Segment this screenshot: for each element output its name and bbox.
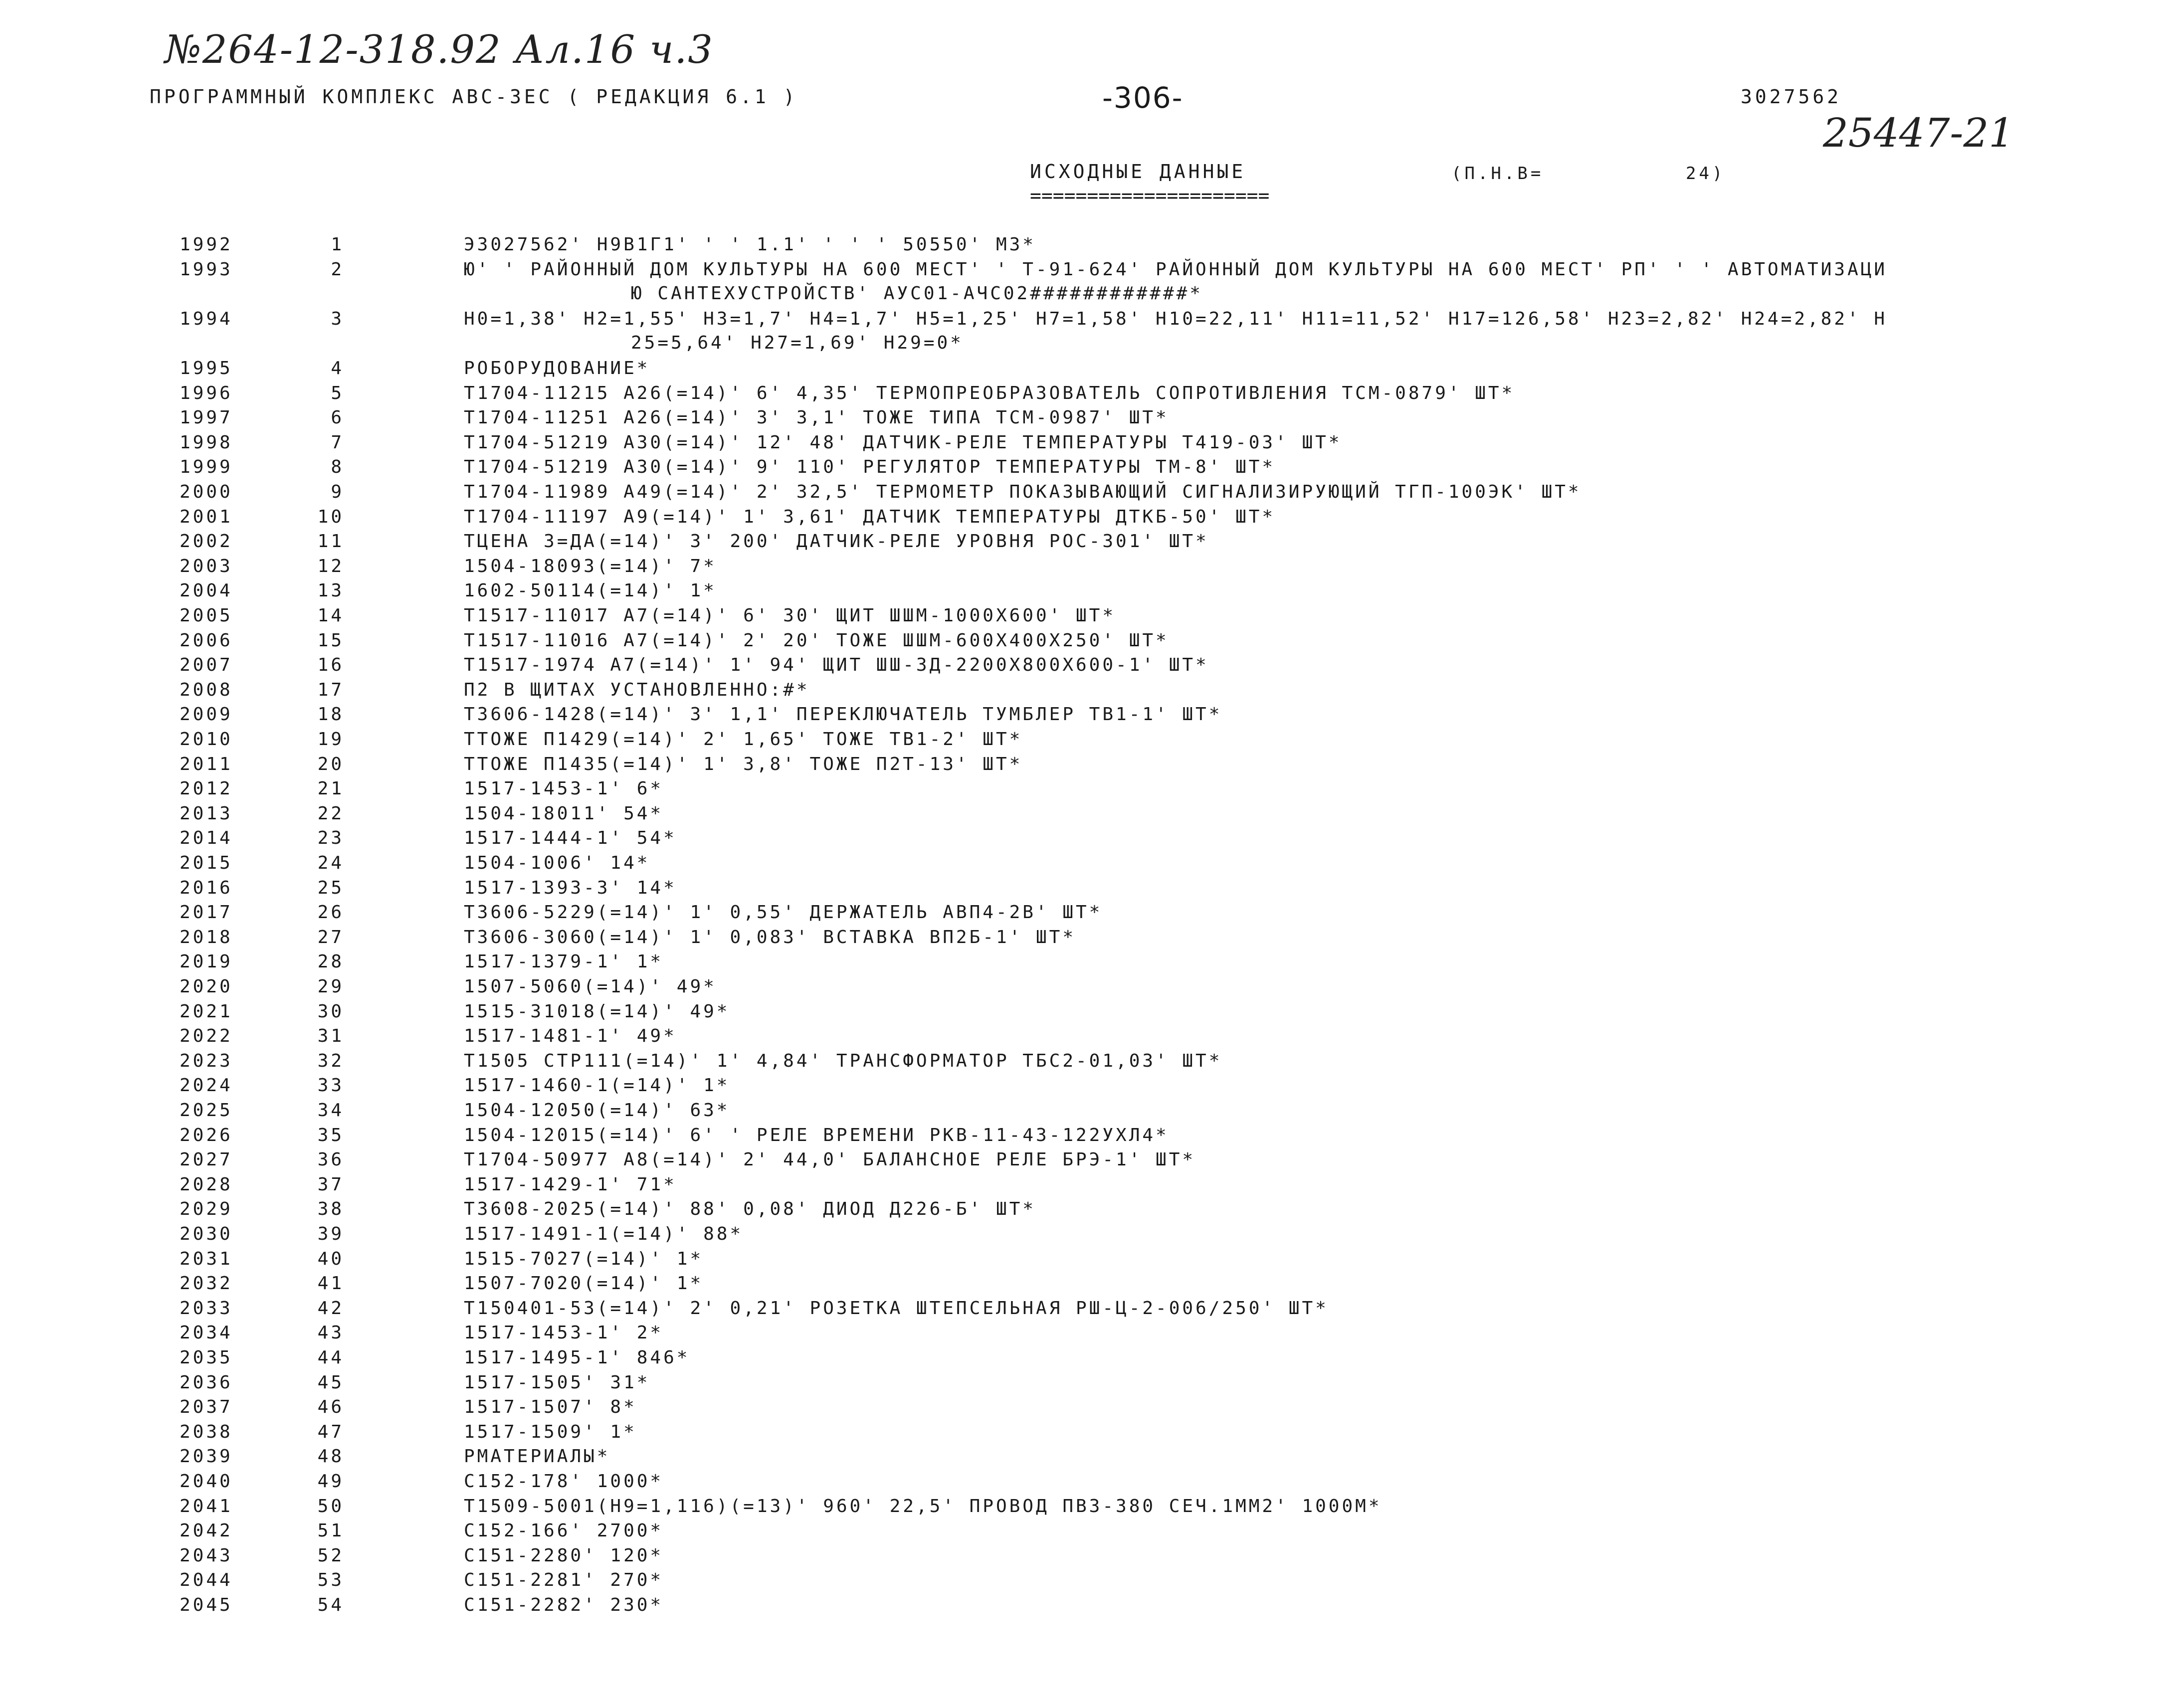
- line-number: 2035: [180, 1347, 233, 1368]
- page-title: ИСХОДНЫЕ ДАННЫЕ: [1030, 161, 1246, 183]
- line-number: 2023: [180, 1050, 233, 1071]
- record-number: 13: [317, 580, 344, 601]
- record-number: 14: [317, 605, 344, 626]
- document-code: 3027562: [1741, 86, 1842, 108]
- record-number: 11: [317, 531, 344, 552]
- handwritten-document-number: №264-12-318.92 Ал.16 ч.3: [165, 27, 714, 72]
- record-number: 29: [317, 976, 344, 997]
- record-text: 1517-1444-1' 54*: [464, 828, 677, 849]
- record-number: 34: [317, 1100, 344, 1121]
- line-number: 2029: [180, 1199, 233, 1220]
- line-number: 2031: [180, 1248, 233, 1269]
- line-number: 2014: [180, 828, 233, 849]
- line-number: 1995: [180, 358, 233, 379]
- record-number: 54: [317, 1595, 344, 1615]
- line-number: 2037: [180, 1397, 233, 1418]
- record-number: 18: [317, 704, 344, 725]
- record-text: Э3027562' Н9В1Г1' ' ' 1.1' ' ' ' 50550' МЗ*: [464, 234, 1036, 255]
- record-number: 3: [331, 308, 344, 329]
- record-text: 1517-1460-1(=14)' 1*: [464, 1075, 730, 1096]
- record-number: 46: [317, 1397, 344, 1418]
- record-text: Т1517-11017 А7(=14)' 6' 30' ЩИТ ШШМ-1000Х600' ШТ*: [464, 605, 1116, 626]
- line-number: 2042: [180, 1520, 233, 1541]
- title-underline: =====================: [1030, 185, 1270, 206]
- pnv-value: 24): [1686, 164, 1726, 184]
- record-number: 20: [317, 754, 344, 774]
- record-text: ТТОЖЕ П1435(=14)' 1' 3,8' ТОЖЕ П2Т-13' ШТ*: [464, 754, 1023, 774]
- record-text: 1515-31018(=14)' 49*: [464, 1001, 730, 1022]
- record-number: 43: [317, 1323, 344, 1343]
- record-number: 19: [317, 729, 344, 750]
- line-number: 1992: [180, 234, 233, 255]
- line-number: 1997: [180, 407, 233, 428]
- record-text: 1517-1509' 1*: [464, 1421, 637, 1442]
- record-text: 1504-1006' 14*: [464, 853, 650, 873]
- line-number: 2006: [180, 630, 233, 651]
- record-text: С151-2281' 270*: [464, 1570, 664, 1591]
- record-text: С151-2282' 230*: [464, 1595, 664, 1615]
- record-number: 45: [317, 1372, 344, 1393]
- line-number: 2024: [180, 1075, 233, 1096]
- line-number: 2010: [180, 729, 233, 750]
- record-number: 51: [317, 1520, 344, 1541]
- record-text: 1504-18011' 54*: [464, 803, 664, 824]
- record-number: 15: [317, 630, 344, 651]
- record-number: 40: [317, 1248, 344, 1269]
- record-number: 41: [317, 1273, 344, 1294]
- record-text: Т1505 СТР111(=14)' 1' 4,84' ТРАНСФОРМАТОР ТБС2-01,03' ШТ*: [464, 1050, 1222, 1071]
- line-number: 2016: [180, 877, 233, 898]
- line-number: 1994: [180, 308, 233, 329]
- record-text: 1517-1379-1' 1*: [464, 951, 664, 972]
- line-number: 2017: [180, 902, 233, 923]
- record-number: 44: [317, 1347, 344, 1368]
- line-number: 2038: [180, 1421, 233, 1442]
- line-number: 2007: [180, 655, 233, 676]
- record-text: Т1509-5001(Н9=1,116)(=13)' 960' 22,5' ПРОВОД ПВЗ-380 СЕЧ.1ММ2' 1000М*: [464, 1496, 1382, 1517]
- record-number: 2: [331, 259, 344, 280]
- record-number: 22: [317, 803, 344, 824]
- record-text: РМАТЕРИАЛЫ*: [464, 1446, 610, 1467]
- line-number: 2020: [180, 976, 233, 997]
- record-number: 23: [317, 828, 344, 849]
- record-text: Т1704-11215 А26(=14)' 6' 4,35' ТЕРМОПРЕОБРАЗОВАТЕЛЬ СОПРОТИВЛЕНИЯ ТСМ-0879' ШТ*: [464, 382, 1515, 403]
- pnv-label: (П.Н.В=: [1451, 164, 1544, 184]
- record-number: 9: [331, 482, 344, 502]
- line-number: 2044: [180, 1570, 233, 1591]
- record-text: Т1517-1974 А7(=14)' 1' 94' ЩИТ ШШ-3Д-2200Х800Х600-1' ШТ*: [464, 655, 1209, 676]
- record-text: Т3606-1428(=14)' 3' 1,1' ПЕРЕКЛЮЧАТЕЛЬ ТУМБЛЕР ТВ1-1' ШТ*: [464, 704, 1222, 725]
- line-number: 2001: [180, 506, 233, 527]
- record-text: 1517-1453-1' 6*: [464, 778, 664, 799]
- record-text: П2 В ЩИТАХ УСТАНОВЛЕННО:#*: [464, 679, 810, 700]
- record-text: 1517-1481-1' 49*: [464, 1026, 677, 1047]
- record-number: 24: [317, 853, 344, 873]
- record-text: 1515-7027(=14)' 1*: [464, 1248, 704, 1269]
- record-number: 17: [317, 679, 344, 700]
- record-number: 38: [317, 1199, 344, 1220]
- line-number: 2019: [180, 951, 233, 972]
- record-text: 1504-12050(=14)' 63*: [464, 1100, 730, 1121]
- line-number: 1999: [180, 457, 233, 478]
- record-text: 1517-1505' 31*: [464, 1372, 650, 1393]
- page-number: -306-: [1102, 81, 1184, 115]
- record-text: Т3606-5229(=14)' 1' 0,55' ДЕРЖАТЕЛЬ АВП4-2В' ШТ*: [464, 902, 1103, 923]
- record-number: 6: [331, 407, 344, 428]
- program-header: ПРОГРАММНЫЙ КОМПЛЕКС АВС-ЗЕС ( РЕДАКЦИЯ 6.1 ): [150, 86, 798, 108]
- record-number: 5: [331, 382, 344, 403]
- record-number: 8: [331, 457, 344, 478]
- record-number: 36: [317, 1149, 344, 1170]
- record-text: Т1517-11016 А7(=14)' 2' 20' ТОЖЕ ШШМ-600Х400Х250' ШТ*: [464, 630, 1169, 651]
- record-text: Т1704-11197 А9(=14)' 1' 3,61' ДАТЧИК ТЕМПЕРАТУРЫ ДТКБ-50' ШТ*: [464, 506, 1276, 527]
- line-number: 2008: [180, 679, 233, 700]
- line-number: 2022: [180, 1026, 233, 1047]
- record-number: 53: [317, 1570, 344, 1591]
- record-text: 1517-1393-3' 14*: [464, 877, 677, 898]
- record-number: 31: [317, 1026, 344, 1047]
- line-number: 2030: [180, 1224, 233, 1244]
- record-number: 12: [317, 556, 344, 576]
- record-text: С152-166' 2700*: [464, 1520, 664, 1541]
- record-number: 30: [317, 1001, 344, 1022]
- record-number: 10: [317, 506, 344, 527]
- record-text: Н0=1,38' Н2=1,55' Н3=1,7' Н4=1,7' Н5=1,25' Н7=1,58' Н10=22,11' Н11=11,52' Н17=126,58' Н23=2,82' Н24=2,82' Н: [464, 308, 1888, 329]
- record-number: 25: [317, 877, 344, 898]
- record-number: 37: [317, 1174, 344, 1195]
- record-text-continuation: 25=5,64' Н27=1,69' Н29=0*: [631, 332, 964, 353]
- line-number: 2011: [180, 754, 233, 774]
- line-number: 2027: [180, 1149, 233, 1170]
- record-text: ТТОЖЕ П1429(=14)' 2' 1,65' ТОЖЕ ТВ1-2' ШТ*: [464, 729, 1023, 750]
- record-number: 48: [317, 1446, 344, 1467]
- record-number: 50: [317, 1496, 344, 1517]
- line-number: 2025: [180, 1100, 233, 1121]
- record-text: Т150401-53(=14)' 2' 0,21' РОЗЕТКА ШТЕПСЕЛЬНАЯ РШ-Ц-2-006/250' ШТ*: [464, 1298, 1329, 1319]
- record-number: 33: [317, 1075, 344, 1096]
- line-number: 2032: [180, 1273, 233, 1294]
- record-text: 1504-12015(=14)' 6' ' РЕЛЕ ВРЕМЕНИ РКВ-11-43-122УХЛ4*: [464, 1125, 1169, 1145]
- record-number: 49: [317, 1471, 344, 1492]
- line-number: 2045: [180, 1595, 233, 1615]
- record-number: 4: [331, 358, 344, 379]
- record-text: Т3606-3060(=14)' 1' 0,083' ВСТАВКА ВП2Б-1' ШТ*: [464, 927, 1076, 948]
- line-number: 1993: [180, 259, 233, 280]
- record-text: 1517-1507' 8*: [464, 1397, 637, 1418]
- record-text: Ю' ' РАЙОННЫЙ ДОМ КУЛЬТУРЫ НА 600 МЕСТ' ' Т-91-624' РАЙОННЫЙ ДОМ КУЛЬТУРЫ НА 600 МЕСТ' РП' ' ' АВТОМАТИЗАЦИ: [464, 259, 1888, 280]
- line-number: 2000: [180, 482, 233, 502]
- record-text: РОБОРУДОВАНИЕ*: [464, 358, 650, 379]
- line-number: 1998: [180, 432, 233, 453]
- line-number: 2040: [180, 1471, 233, 1492]
- record-text: 1517-1429-1' 71*: [464, 1174, 677, 1195]
- record-number: 52: [317, 1545, 344, 1566]
- record-text: Т1704-51219 А30(=14)' 9' 110' РЕГУЛЯТОР ТЕМПЕРАТУРЫ ТМ-8' ШТ*: [464, 457, 1276, 478]
- record-text: Т1704-11989 А49(=14)' 2' 32,5' ТЕРМОМЕТР ПОКАЗЫВАЮЩИЙ СИГНАЛИЗИРУЮЩИЙ ТГП-100ЭК' ШТ*: [464, 482, 1582, 502]
- record-text: 1507-7020(=14)' 1*: [464, 1273, 704, 1294]
- record-number: 1: [331, 234, 344, 255]
- line-number: 2043: [180, 1545, 233, 1566]
- line-number: 2033: [180, 1298, 233, 1319]
- record-text: Т1704-51219 А30(=14)' 12' 48' ДАТЧИК-РЕЛЕ ТЕМПЕРАТУРЫ Т419-03' ШТ*: [464, 432, 1342, 453]
- line-number: 2018: [180, 927, 233, 948]
- line-number: 2039: [180, 1446, 233, 1467]
- record-text: 1507-5060(=14)' 49*: [464, 976, 717, 997]
- line-number: 1996: [180, 382, 233, 403]
- line-number: 2028: [180, 1174, 233, 1195]
- record-number: 16: [317, 655, 344, 676]
- line-number: 2005: [180, 605, 233, 626]
- record-text: 1602-50114(=14)' 1*: [464, 580, 717, 601]
- line-number: 2034: [180, 1323, 233, 1343]
- line-number: 2009: [180, 704, 233, 725]
- record-text: Т1704-11251 А26(=14)' 3' 3,1' ТОЖЕ ТИПА ТСМ-0987' ШТ*: [464, 407, 1169, 428]
- record-text-continuation: Ю САНТЕХУСТРОЙСТВ' АУС01-АЧС02############*: [631, 283, 1203, 304]
- line-number: 2002: [180, 531, 233, 552]
- record-text: С151-2280' 120*: [464, 1545, 664, 1566]
- line-number: 2004: [180, 580, 233, 601]
- record-number: 7: [331, 432, 344, 453]
- record-text: 1517-1491-1(=14)' 88*: [464, 1224, 744, 1244]
- record-number: 42: [317, 1298, 344, 1319]
- record-number: 32: [317, 1050, 344, 1071]
- line-number: 2041: [180, 1496, 233, 1517]
- record-text: ТЦЕНА 3=ДА(=14)' 3' 200' ДАТЧИК-РЕЛЕ УРОВНЯ РОС-301' ШТ*: [464, 531, 1209, 552]
- line-number: 2003: [180, 556, 233, 576]
- record-text: Т3608-2025(=14)' 88' 0,08' ДИОД Д226-Б' ШТ*: [464, 1199, 1036, 1220]
- record-text: 1517-1495-1' 846*: [464, 1347, 690, 1368]
- line-number: 2036: [180, 1372, 233, 1393]
- record-number: 47: [317, 1421, 344, 1442]
- line-number: 2015: [180, 853, 233, 873]
- record-number: 27: [317, 927, 344, 948]
- line-number: 2013: [180, 803, 233, 824]
- record-text: 1517-1453-1' 2*: [464, 1323, 664, 1343]
- line-number: 2012: [180, 778, 233, 799]
- record-text: С152-178' 1000*: [464, 1471, 664, 1492]
- record-number: 39: [317, 1224, 344, 1244]
- record-number: 28: [317, 951, 344, 972]
- record-text: 1504-18093(=14)' 7*: [464, 556, 717, 576]
- record-number: 21: [317, 778, 344, 799]
- line-number: 2021: [180, 1001, 233, 1022]
- handwritten-register-number: 25447-21: [1823, 110, 2014, 156]
- record-text: Т1704-50977 А8(=14)' 2' 44,0' БАЛАНСНОЕ РЕЛЕ БРЭ-1' ШТ*: [464, 1149, 1196, 1170]
- record-number: 35: [317, 1125, 344, 1145]
- line-number: 2026: [180, 1125, 233, 1145]
- record-number: 26: [317, 902, 344, 923]
